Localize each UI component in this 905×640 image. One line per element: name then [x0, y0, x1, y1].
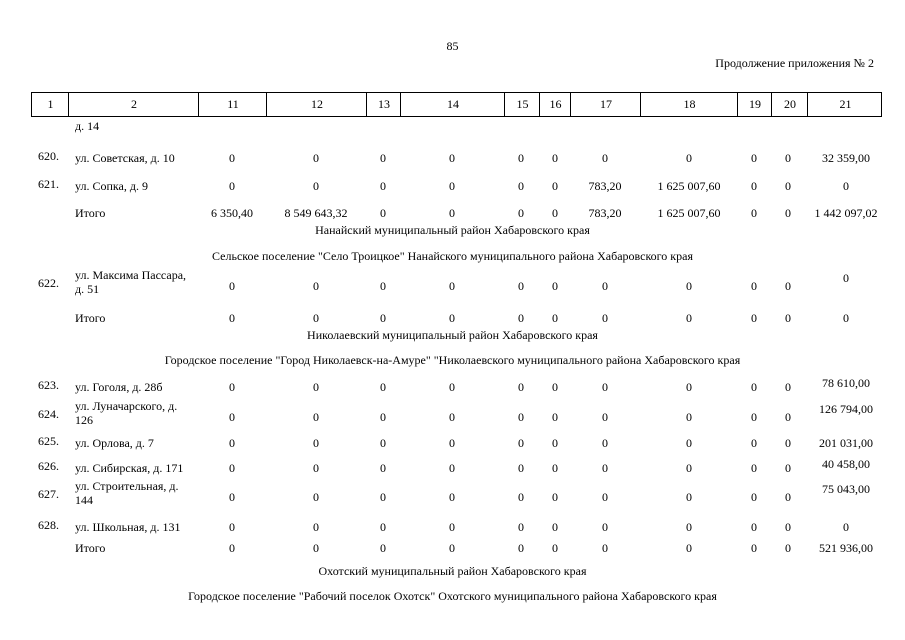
header-divider	[737, 93, 738, 116]
value-cell: 0	[229, 461, 235, 475]
continuation-label: Продолжение приложения № 2	[715, 56, 874, 70]
header-col: 21	[839, 97, 852, 111]
value-cell: 0	[751, 541, 757, 555]
row-number: 623.	[38, 378, 59, 392]
value-cell: 6 350,40	[211, 206, 253, 220]
value-cell: 0	[843, 271, 849, 285]
value-cell: 0	[229, 490, 235, 504]
section-district-nanai: Нанайский муниципальный район Хабаровского края	[315, 223, 590, 237]
value-cell: 0	[229, 179, 235, 193]
value-cell: 0	[751, 490, 757, 504]
total-label: Итого	[75, 206, 106, 220]
value-cell: 0	[229, 380, 235, 394]
value-cell: 0	[518, 461, 524, 475]
value-cell: 0	[449, 461, 455, 475]
value-cell: 0	[380, 380, 386, 394]
row-number: 626.	[38, 459, 59, 473]
value-cell: 783,20	[588, 206, 622, 220]
value-cell: 0	[518, 436, 524, 450]
value-cell: 0	[785, 380, 791, 394]
value-cell: 0	[229, 279, 235, 293]
table-header	[31, 92, 882, 117]
value-cell: 0	[380, 520, 386, 534]
row-number: 628.	[38, 518, 59, 532]
value-cell: 0	[449, 436, 455, 450]
value-cell: 0	[686, 380, 692, 394]
header-col: 20	[784, 97, 796, 111]
value-cell: 0	[552, 151, 558, 165]
address-cell: ул. Луначарского, д. 126	[75, 399, 178, 427]
header-col: 12	[311, 97, 323, 111]
address-cell: ул. Максима Пассара, д. 51	[75, 268, 187, 296]
value-cell: 0	[751, 311, 757, 325]
value-cell: 78 610,00	[822, 376, 870, 390]
value-cell: 0	[785, 520, 791, 534]
value-cell: 0	[785, 541, 791, 555]
row-number: 621.	[38, 177, 59, 191]
value-cell: 0	[380, 151, 386, 165]
address-cell: ул. Советская, д. 10	[75, 151, 175, 165]
value-cell: 126 794,00	[819, 402, 873, 416]
address-cell: ул. Школьная, д. 131	[75, 520, 181, 534]
value-cell: 0	[313, 461, 319, 475]
value-cell: 0	[449, 151, 455, 165]
header-divider	[266, 93, 267, 116]
value-cell: 1 625 007,60	[657, 179, 721, 193]
value-cell: 0	[449, 490, 455, 504]
value-cell: 0	[602, 279, 608, 293]
value-cell: 0	[449, 520, 455, 534]
value-cell: 0	[686, 311, 692, 325]
header-divider	[198, 93, 199, 116]
value-cell: 0	[751, 380, 757, 394]
value-cell: 0	[449, 206, 455, 220]
value-cell: 0	[380, 541, 386, 555]
value-cell: 201 031,00	[819, 436, 873, 450]
value-cell: 0	[785, 410, 791, 424]
value-cell: 0	[380, 490, 386, 504]
value-cell: 40 458,00	[822, 457, 870, 471]
value-cell: 0	[380, 410, 386, 424]
value-cell: 32 359,00	[822, 151, 870, 165]
header-col: 17	[600, 97, 612, 111]
value-cell: 0	[313, 541, 319, 555]
header-divider	[504, 93, 505, 116]
value-cell: 0	[552, 461, 558, 475]
value-cell: 0	[785, 436, 791, 450]
value-cell: 0	[843, 520, 849, 534]
value-cell: 0	[602, 490, 608, 504]
value-cell: 0	[785, 151, 791, 165]
header-col: 15	[516, 97, 529, 111]
address-cell: ул. Орлова, д. 7	[75, 436, 154, 450]
value-cell: 0	[602, 436, 608, 450]
value-cell: 0	[449, 179, 455, 193]
row-number: 620.	[38, 149, 59, 163]
header-divider	[68, 93, 69, 116]
value-cell: 0	[751, 179, 757, 193]
value-cell: 0	[313, 380, 319, 394]
value-cell: 0	[518, 380, 524, 394]
header-divider	[400, 93, 401, 116]
value-cell: 0	[751, 436, 757, 450]
header-divider	[366, 93, 367, 116]
value-cell: 0	[518, 410, 524, 424]
value-cell: 0	[552, 380, 558, 394]
section-district-okhotsky: Охотский муниципальный район Хабаровского края	[318, 564, 587, 578]
row-number: 625.	[38, 434, 59, 448]
value-cell: 521 936,00	[819, 541, 873, 555]
header-col: 11	[227, 97, 239, 111]
value-cell: 0	[518, 179, 524, 193]
section-settlement-troitskoe: Сельское поселение "Село Троицкое" Нанайского муниципального района Хабаровского края	[212, 249, 693, 263]
value-cell: 0	[751, 206, 757, 220]
header-divider	[539, 93, 540, 116]
header-col: 1	[47, 97, 54, 111]
value-cell: 0	[552, 410, 558, 424]
value-cell: 0	[313, 410, 319, 424]
section-settlement-nikolaevsk: Городское поселение "Город Николаевск-на-Амуре" "Николаевского муниципального района Хабаровского края	[164, 353, 741, 367]
value-cell: 0	[380, 179, 386, 193]
value-cell: 0	[785, 179, 791, 193]
value-cell: 0	[229, 436, 235, 450]
total-label: Итого	[75, 541, 106, 555]
header-col: 19	[749, 97, 761, 111]
row-number: 622.	[38, 276, 59, 290]
header-divider	[640, 93, 641, 116]
value-cell: 0	[449, 541, 455, 555]
value-cell: 0	[313, 179, 319, 193]
value-cell: 0	[552, 490, 558, 504]
header-col: 13	[378, 97, 390, 111]
header-col: 14	[447, 97, 459, 111]
row-number: 624.	[38, 407, 59, 421]
value-cell: 0	[751, 520, 757, 534]
value-cell: 0	[686, 541, 692, 555]
header-col: 16	[549, 97, 562, 111]
value-cell: 0	[380, 311, 386, 325]
value-cell: 0	[686, 490, 692, 504]
value-cell: 0	[518, 311, 524, 325]
value-cell: 0	[785, 461, 791, 475]
value-cell: 0	[552, 520, 558, 534]
value-cell: 0	[380, 279, 386, 293]
value-cell: 0	[686, 461, 692, 475]
value-cell: 0	[843, 179, 849, 193]
value-cell: 0	[686, 279, 692, 293]
value-cell: 0	[602, 151, 608, 165]
value-cell: 0	[449, 279, 455, 293]
value-cell: 0	[602, 520, 608, 534]
header-col: 18	[683, 97, 696, 111]
value-cell: 0	[449, 410, 455, 424]
value-cell: 0	[229, 311, 235, 325]
value-cell: 0	[552, 436, 558, 450]
value-cell: 0	[602, 311, 608, 325]
value-cell: 1 625 007,60	[657, 206, 721, 220]
value-cell: 0	[686, 410, 692, 424]
value-cell: 0	[518, 151, 524, 165]
value-cell: 0	[785, 490, 791, 504]
value-cell: 0	[229, 520, 235, 534]
total-label: Итого	[75, 311, 106, 325]
value-cell: 0	[552, 279, 558, 293]
value-cell: 0	[313, 151, 319, 165]
header-divider	[807, 93, 808, 116]
address-cell: д. 14	[75, 119, 100, 133]
value-cell: 0	[552, 206, 558, 220]
value-cell: 0	[785, 206, 791, 220]
value-cell: 0	[751, 151, 757, 165]
value-cell: 0	[380, 436, 386, 450]
value-cell: 0	[449, 311, 455, 325]
page-number: 85	[446, 39, 459, 53]
value-cell: 783,20	[588, 179, 622, 193]
value-cell: 0	[602, 541, 608, 555]
section-district-nikolaevsky: Николаевский муниципальный район Хабаровского края	[307, 328, 598, 342]
value-cell: 0	[313, 279, 319, 293]
value-cell: 0	[552, 311, 558, 325]
value-cell: 0	[602, 410, 608, 424]
value-cell: 0	[751, 279, 757, 293]
value-cell: 0	[552, 541, 558, 555]
value-cell: 0	[751, 461, 757, 475]
address-cell: ул. Строительная, д. 144	[75, 479, 179, 507]
address-cell: ул. Сопка, д. 9	[75, 179, 148, 193]
value-cell: 0	[843, 311, 849, 325]
header-col: 2	[131, 97, 137, 111]
value-cell: 0	[686, 151, 692, 165]
value-cell: 0	[686, 520, 692, 534]
value-cell: 1 442 097,02	[814, 206, 878, 220]
value-cell: 0	[602, 380, 608, 394]
value-cell: 75 043,00	[822, 482, 870, 496]
header-divider	[570, 93, 571, 116]
value-cell: 0	[686, 436, 692, 450]
header-divider	[771, 93, 772, 116]
value-cell: 8 549 643,32	[284, 206, 348, 220]
value-cell: 0	[313, 311, 319, 325]
value-cell: 0	[518, 490, 524, 504]
value-cell: 0	[751, 410, 757, 424]
value-cell: 0	[785, 311, 791, 325]
value-cell: 0	[449, 380, 455, 394]
value-cell: 0	[313, 436, 319, 450]
section-settlement-okhotsk: Городское поселение "Рабочий поселок Охотск" Охотского муниципального района Хабаровского края	[188, 589, 717, 603]
value-cell: 0	[602, 461, 608, 475]
value-cell: 0	[313, 490, 319, 504]
value-cell: 0	[518, 206, 524, 220]
value-cell: 0	[380, 461, 386, 475]
value-cell: 0	[313, 520, 319, 534]
value-cell: 0	[552, 179, 558, 193]
value-cell: 0	[518, 541, 524, 555]
value-cell: 0	[785, 279, 791, 293]
address-cell: ул. Гоголя, д. 28б	[75, 380, 163, 394]
value-cell: 0	[380, 206, 386, 220]
address-cell: ул. Сибирская, д. 171	[75, 461, 184, 475]
value-cell: 0	[229, 151, 235, 165]
value-cell: 0	[518, 520, 524, 534]
value-cell: 0	[229, 541, 235, 555]
row-number: 627.	[38, 487, 59, 501]
value-cell: 0	[229, 410, 235, 424]
value-cell: 0	[518, 279, 524, 293]
